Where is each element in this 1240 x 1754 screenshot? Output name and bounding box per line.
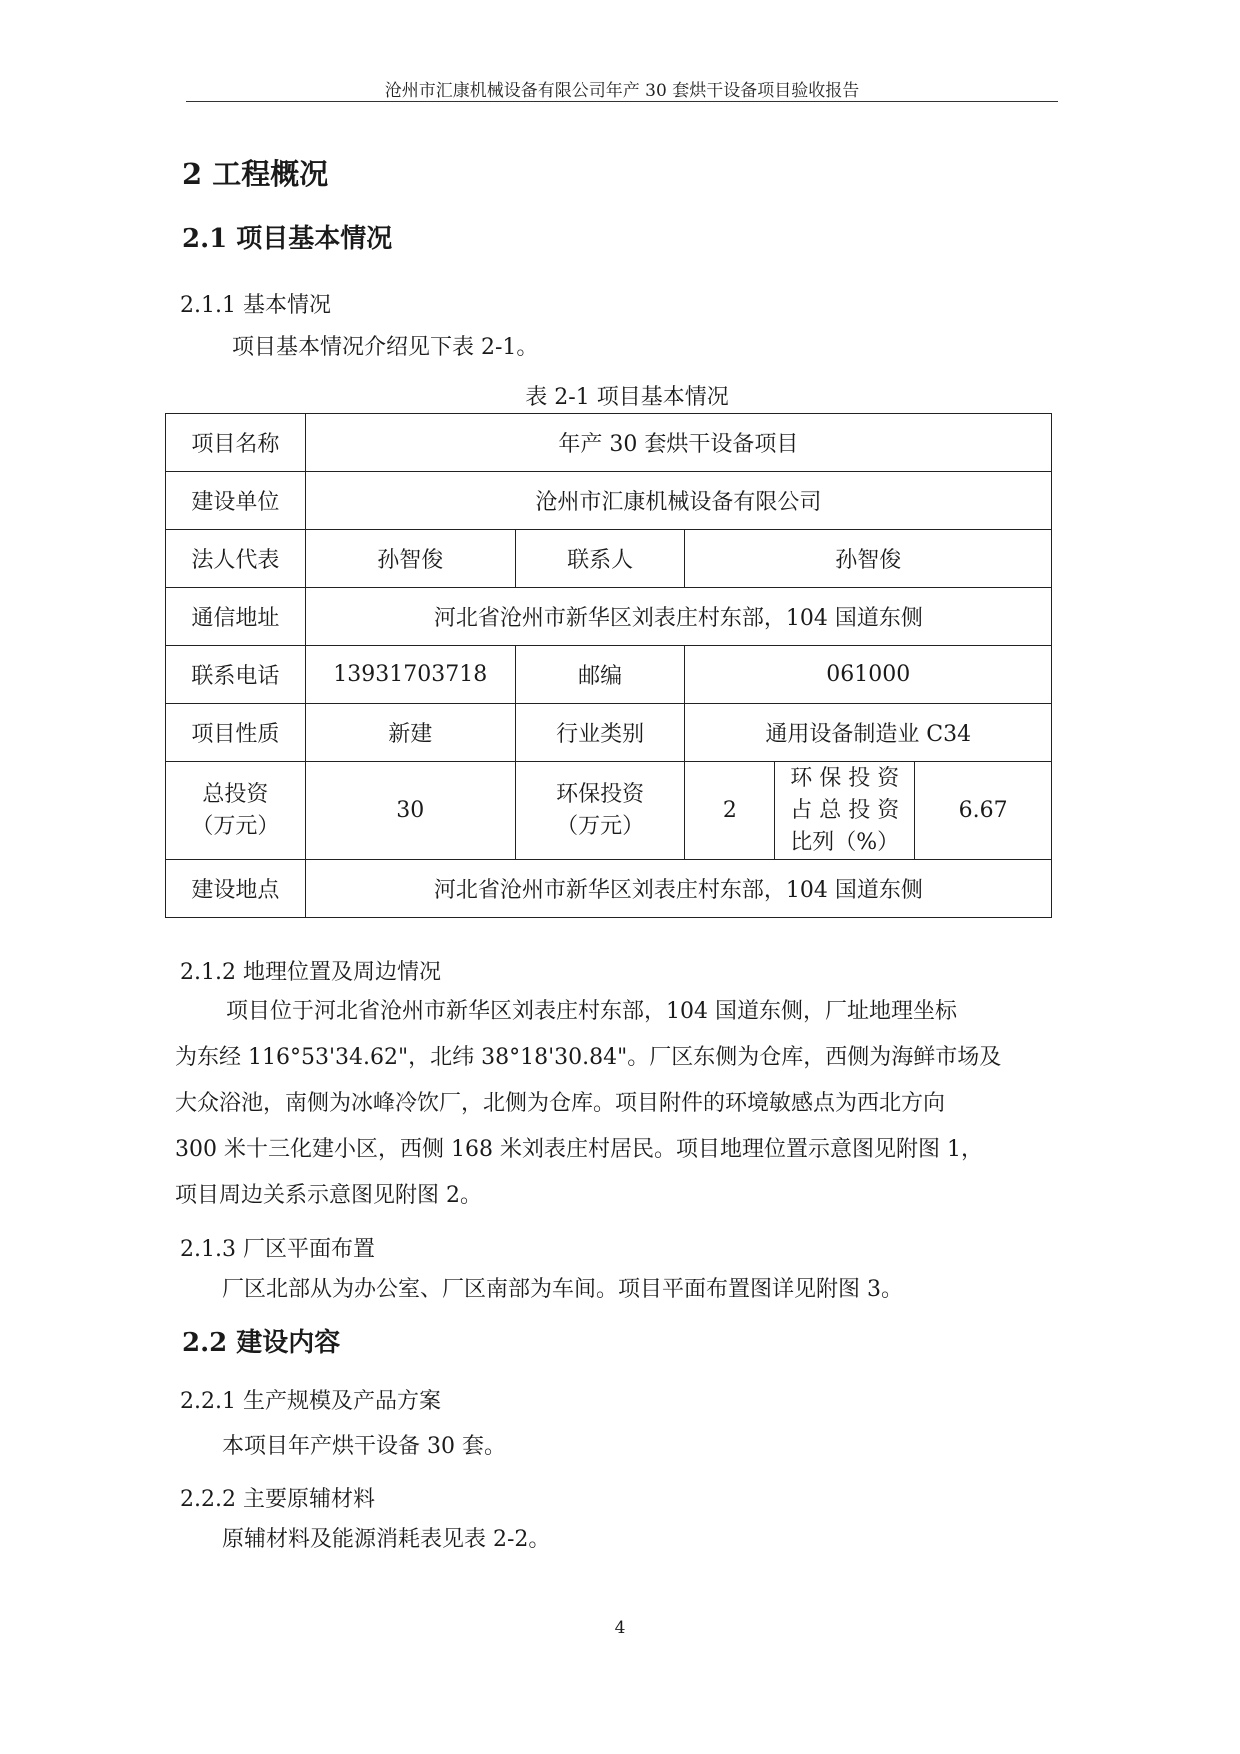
table-caption: 表 2-1 项目基本情况 bbox=[525, 385, 729, 410]
contact-label: 联系人 bbox=[515, 530, 685, 588]
industry-label: 行业类别 bbox=[515, 704, 685, 762]
legal-rep-label: 法人代表 bbox=[166, 530, 306, 588]
invest-value: 30 bbox=[305, 762, 515, 860]
invest-label bbox=[166, 762, 306, 860]
nature-value: 新建 bbox=[305, 704, 515, 762]
layout-paragraph: 厂区北部从为办公室、厂区南部为车间。项目平面布置图详见附图 3。 bbox=[222, 1277, 903, 1302]
builder-value: 沧州市汇康机械设备有限公司 bbox=[305, 472, 1051, 530]
postcode-value: 061000 bbox=[685, 646, 1052, 704]
site-value: 河北省沧州市新华区刘表庄村东部，104 国道东侧 bbox=[305, 860, 1051, 918]
phone-value: 13931703718 bbox=[305, 646, 515, 704]
subsection-heading-2-1-2: 2.1.2 地理位置及周边情况 bbox=[180, 960, 441, 985]
ratio-label-line-3: 比列（%） bbox=[790, 829, 900, 855]
ratio-label-line-1: 环 保 投 资 bbox=[790, 765, 900, 791]
chapter-heading: 2 工程概况 bbox=[182, 157, 329, 191]
page-header: 沧州市汇康机械设备有限公司年产 30 套烘干设备项目验收报告 bbox=[384, 81, 860, 101]
subsection-heading-2-2-1: 2.2.1 生产规模及产品方案 bbox=[180, 1389, 441, 1414]
site-label: 建设地点 bbox=[166, 860, 306, 918]
intro-paragraph: 项目基本情况介绍见下表 2-1。 bbox=[232, 335, 539, 360]
section-heading-2-1: 2.1 项目基本情况 bbox=[182, 224, 393, 254]
contact-value: 孙智俊 bbox=[685, 530, 1052, 588]
ratio-label-line-2: 占 总 投 资 bbox=[790, 797, 900, 823]
env-invest-label-line-1: 环保投资 bbox=[556, 781, 645, 807]
phone-label: 联系电话 bbox=[166, 646, 306, 704]
page-number: 4 bbox=[614, 1618, 626, 1638]
geo-paragraph-line-1: 项目位于河北省沧州市新华区刘表庄村东部，104 国道东侧，厂址地理坐标 bbox=[226, 999, 957, 1024]
nature-label: 项目性质 bbox=[166, 704, 306, 762]
legal-rep-value: 孙智俊 bbox=[305, 530, 515, 588]
geo-paragraph-line-2: 为东经 116°53'34.62"，北纬 38°18'30.84"。厂区东侧为仓库，西侧为海鲜市场及 bbox=[175, 1045, 1002, 1070]
env-invest-value: 2 bbox=[685, 762, 775, 860]
subsection-heading-2-1-1: 2.1.1 基本情况 bbox=[180, 293, 331, 318]
geo-paragraph-line-5: 项目周边关系示意图见附图 2。 bbox=[175, 1183, 482, 1208]
industry-value: 通用设备制造业 C34 bbox=[685, 704, 1052, 762]
invest-label-line-1: 总投资 bbox=[202, 781, 269, 807]
env-invest-label bbox=[515, 762, 685, 860]
geo-paragraph-line-3: 大众浴池，南侧为冰峰冷饮厂，北侧为仓库。项目附件的环境敏感点为西北方向 bbox=[175, 1091, 946, 1116]
geo-paragraph-line-4: 300 米十三化建小区，西侧 168 米刘表庄村居民。项目地理位置示意图见附图 1， bbox=[175, 1137, 983, 1162]
invest-label-line-2: （万元） bbox=[191, 813, 280, 839]
postcode-label: 邮编 bbox=[515, 646, 685, 704]
project-name-value: 年产 30 套烘干设备项目 bbox=[305, 414, 1051, 472]
material-paragraph: 原辅材料及能源消耗表见表 2-2。 bbox=[222, 1527, 551, 1552]
address-value: 河北省沧州市新华区刘表庄村东部，104 国道东侧 bbox=[305, 588, 1051, 646]
project-name-label: 项目名称 bbox=[166, 414, 306, 472]
ratio-value: 6.67 bbox=[915, 762, 1052, 860]
ratio-label bbox=[775, 762, 915, 860]
subsection-heading-2-1-3: 2.1.3 厂区平面布置 bbox=[180, 1237, 375, 1262]
subsection-heading-2-2-2: 2.2.2 主要原辅材料 bbox=[180, 1487, 375, 1512]
address-label: 通信地址 bbox=[166, 588, 306, 646]
env-invest-label-line-2: （万元） bbox=[556, 813, 645, 839]
scale-paragraph: 本项目年产烘干设备 30 套。 bbox=[222, 1434, 506, 1459]
section-heading-2-2: 2.2 建设内容 bbox=[182, 1328, 341, 1358]
project-info-table bbox=[165, 413, 1052, 918]
builder-label: 建设单位 bbox=[166, 472, 306, 530]
header-rule bbox=[186, 101, 1058, 102]
